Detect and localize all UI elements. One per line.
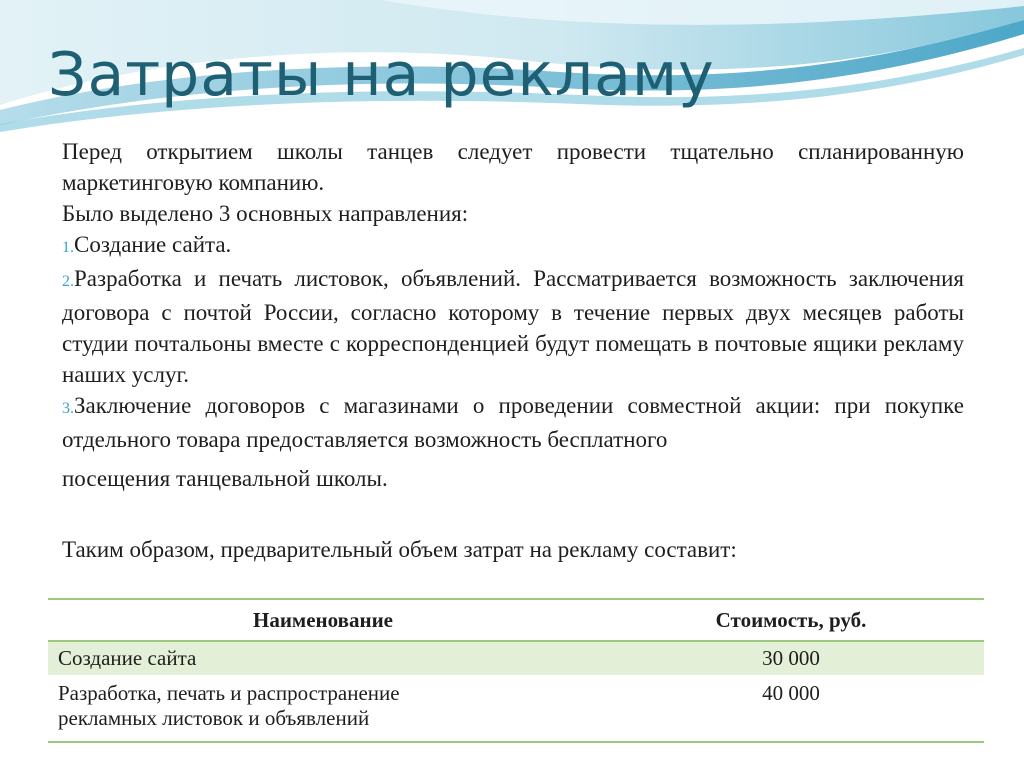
list-number: 1. <box>62 239 74 256</box>
cell-name-line: рекламных листовок и объявлений <box>58 706 370 730</box>
list-item-text: Разработка и печать листовок, объявлений. Рассматривается возможность заключения договора с почтой России, согласно которому в течение первых двух месяцев работы студии почтальоны вместе с корреспонденцией будут помещать в почтовые ящики рекламу наших услуг. <box>62 266 964 387</box>
cell-name <box>48 675 598 742</box>
header-name: Наименование <box>48 599 598 641</box>
header-cost: Стоимость, руб. <box>598 599 984 641</box>
cell-cost: 40 000 <box>598 675 984 742</box>
slide-body <box>62 136 964 565</box>
cell-cost: 30 000 <box>598 641 984 675</box>
cost-table <box>48 598 984 743</box>
cell-name: Создание сайта <box>48 641 598 675</box>
cell-name-line: Разработка, печать и распространение <box>58 681 400 705</box>
list-number: 2. <box>62 273 74 290</box>
list-item <box>62 390 964 455</box>
intro-paragraph: Перед открытием школы танцев следует провести тщательно спланированную маркетинговую компанию. <box>62 139 964 195</box>
list-item-text: Создание сайта. <box>74 232 232 257</box>
list-item <box>62 229 964 263</box>
summary-paragraph: Таким образом, предварительный объем затрат на рекламу составит: <box>62 537 737 562</box>
table-row <box>48 675 984 742</box>
slide-title: Затраты на рекламу <box>48 40 715 110</box>
list-item-text: Заключение договоров с магазинами о проведении совместной акции: при покупке отдельного товара предоставляется возможность бесплатного <box>62 393 964 452</box>
directions-lead: Было выделено 3 основных направления: <box>62 201 469 226</box>
list-item <box>62 263 964 390</box>
table-header-row <box>48 599 984 641</box>
list-number: 3. <box>62 400 74 417</box>
table-row <box>48 641 984 675</box>
list-item-continuation: посещения танцевальной школы. <box>62 466 388 491</box>
